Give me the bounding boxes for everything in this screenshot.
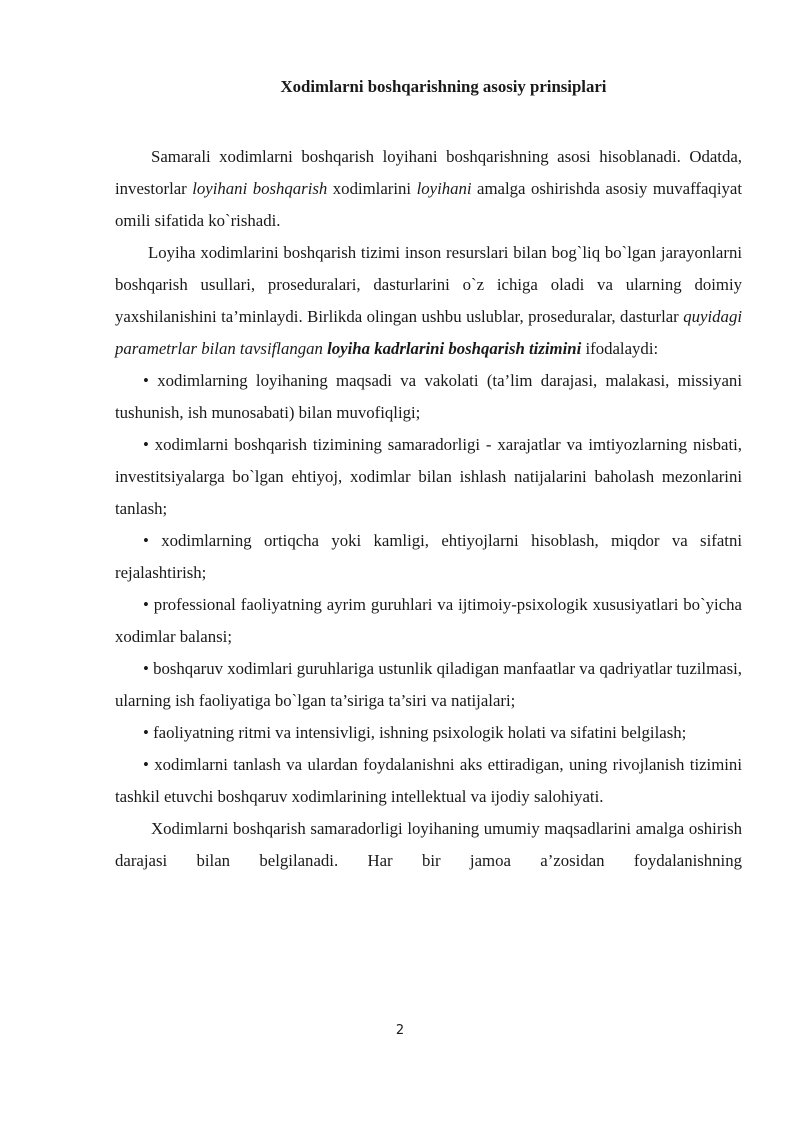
paragraph-system [115,237,742,365]
emphasis-text: quyidagi parametrlar bilan tavsiflangan [115,307,742,358]
emphasis-text: loyihani [416,179,472,198]
paragraph-text: Loyiha xodimlarini boshqarish tizimi inson resurslari bilan bog`liq bo`lgan jarayonlarni boshqarish usullari, proseduralari, dasturlarini o`z ichiga oladi va ularning doimiy yaxshilanishini ta’minlaydi. Birlikda olingan ushbu uslublar, proseduralar, dasturlar [115,243,742,326]
paragraph-text: ifodalaydi: [581,339,659,358]
paragraph-intro [115,141,742,237]
list-item: • xodimlarni tanlash va ulardan foydalanishni aks ettiradigan, uning rivojlanish tizimini tashkil etuvchi boshqaruv xodimlarining intellektual va ijodiy salohiyati. [115,755,742,806]
list-item: • faoliyatning ritmi va intensivligi, ishning psixologik holati va sifatini belgilash; [143,723,687,742]
list-item: • xodimlarning loyihaning maqsadi va vakolati (ta’lim darajasi, malakasi, missiyani tushunish, ish munosabati) bilan muvofiqligi; [115,371,742,422]
list-item: • professional faoliyatning ayrim guruhlari va ijtimoiy-psixologik xususiyatlari bo`yicha xodimlar balansi; [115,595,742,646]
page-title: Xodimlarni boshqarishning asosiy prinsiplari [280,77,607,96]
page-number: 2 [395,1023,405,1038]
list-item: • xodimlarni boshqarish tizimining samaradorligi - xarajatlar va imtiyozlarning nisbati, investitsiyalarga bo`lgan ehtiyoj, xodimlar bilan ishlash natijalarini baholash mezonlarini tanlash; [115,435,742,518]
paragraph-text: xodimlarini [327,179,417,198]
list-item: • boshqaruv xodimlari guruhlariga ustunlik qiladigan manfaatlar va qadriyatlar tuzilmasi, ularning ish faoliyatiga bo`lgan ta’siriga ta’siri va natijalari; [115,659,742,710]
paragraph-text: Samarali xodimlarni boshqarish loyihani boshqarishning asosi hisoblanadi. Odatda, investorlar [115,147,742,198]
paragraph-text: amalga oshirishda asosiy muvaffaqiyat omili sifatida ko`rishadi. [115,179,742,230]
document-body [115,141,742,877]
list-item: • xodimlarning ortiqcha yoki kamligi, ehtiyojlarni hisoblash, miqdor va sifatni rejalashtirish; [115,531,742,582]
paragraph-efficiency: Xodimlarni boshqarish samaradorligi loyihaning umumiy maqsadlarini amalga oshirish darajasi bilan belgilanadi. Har bir jamoa a’zosidan foydalanishning [115,819,742,870]
bold-emphasis-text: loyiha kadrlarini boshqarish tizimini [327,339,582,358]
emphasis-text: loyihani boshqarish [192,179,328,198]
